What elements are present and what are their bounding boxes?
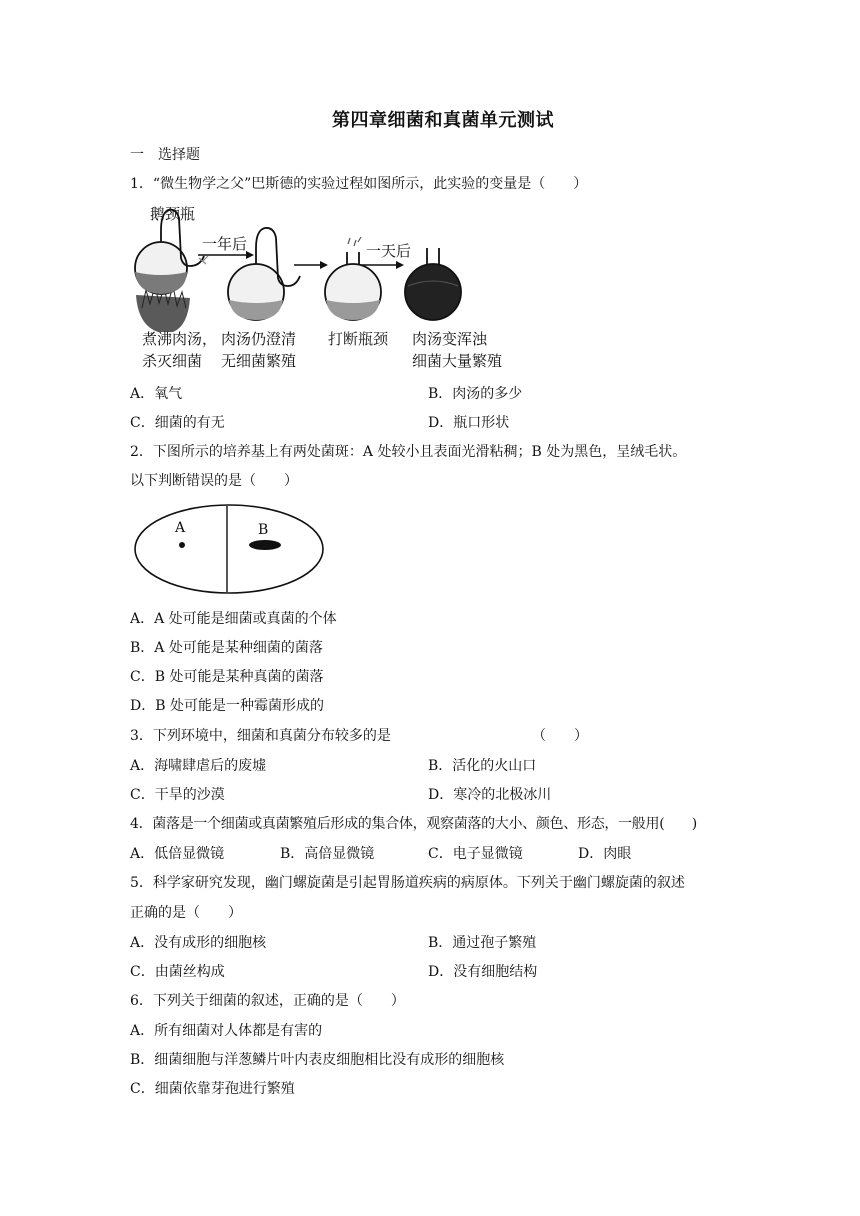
label-b: B [258, 522, 269, 538]
label-one-year: 一年后 [202, 235, 248, 253]
q3-answer-paren: （ ） [532, 728, 588, 744]
q4-option-c: C．电子显微镜 [428, 846, 523, 862]
q1-stem: 1．“微生物学之父”巴斯德的实验过程如图所示，此实验的变量是（ ） [130, 176, 588, 192]
q5-stem-line2: 正确的是（ ） [130, 905, 242, 921]
q2-figure-culture-plate [132, 502, 328, 598]
flask-boiling [135, 210, 208, 332]
caption-boil-line2: 杀灭细菌 [142, 352, 203, 370]
q2-option-d: D．B 处可能是一种霉菌形成的 [130, 698, 324, 714]
q2-stem-line2: 以下判断错误的是（ ） [130, 473, 298, 489]
q6-option-c: C．细菌依靠芽孢进行繁殖 [130, 1081, 295, 1097]
q3-option-d: D．寒冷的北极冰川 [428, 787, 552, 803]
caption-boil-line1: 煮沸肉汤， [142, 330, 218, 348]
label-a: A [175, 520, 186, 536]
q1-figure-pasteur-experiment [128, 200, 528, 375]
q3-option-c: C．干旱的沙漠 [130, 787, 225, 803]
section-heading: 一 选择题 [130, 147, 200, 163]
q3-option-b: B．活化的火山口 [428, 758, 537, 774]
q5-option-c: C．由菌丝构成 [130, 964, 225, 980]
q6-stem: 6．下列关于细菌的叙述，正确的是（ ） [130, 993, 405, 1009]
caption-clear-line1: 肉汤仍澄清 [221, 330, 297, 348]
q2-option-b: B．A 处可能是某种细菌的菌落 [130, 640, 323, 656]
caption-cut-neck: 打断瓶颈 [328, 330, 389, 348]
q4-option-b: B．高倍显微镜 [280, 846, 375, 862]
flask-turbid [405, 248, 461, 320]
culture-dish-diagram [132, 502, 328, 598]
caption-turbid-line1: 肉汤变浑浊 [412, 330, 488, 348]
q4-stem: 4．菌落是一个细菌或真菌繁殖后形成的集合体，观察菌落的大小、颜色、形态，一般用( ) [130, 816, 697, 832]
q5-option-d: D．没有细胞结构 [428, 964, 538, 980]
q6-option-a: A．所有细菌对人体都是有害的 [130, 1023, 323, 1039]
q1-option-c: C．细菌的有无 [130, 415, 225, 431]
label-gooseneck-flask: 鹅颈瓶 [150, 205, 196, 223]
q2-stem-line1: 2．下图所示的培养基上有两处菌斑：A 处较小且表面光滑粘稠；B 处为黑色，呈绒毛状。 [130, 444, 687, 460]
q5-option-a: A．没有成形的细胞核 [130, 935, 267, 951]
q6-option-b: B．细菌细胞与洋葱鳞片叶内表皮细胞相比没有成形的细胞核 [130, 1052, 505, 1068]
q1-option-a: A．氧气 [130, 386, 183, 402]
q4-option-a: A．低倍显微镜 [130, 846, 225, 862]
caption-clear-line2: 无细菌繁殖 [221, 352, 297, 370]
q5-option-b: B．通过孢子繁殖 [428, 935, 537, 951]
q2-option-c: C．B 处可能是某种真菌的菌落 [130, 669, 324, 685]
caption-turbid-line2: 细菌大量繁殖 [412, 352, 503, 370]
page-title: 第四章细菌和真菌单元测试 [332, 110, 554, 131]
colony-a [179, 542, 185, 548]
q4-option-d: D．肉眼 [578, 846, 632, 862]
q2-option-a: A．A 处可能是细菌或真菌的个体 [130, 611, 337, 627]
label-one-day: 一天后 [366, 242, 412, 260]
q3-option-a: A．海啸肆虐后的废墟 [130, 758, 267, 774]
q3-stem: 3．下列环境中，细菌和真菌分布较多的是 [130, 728, 391, 744]
q1-option-b: B．肉汤的多少 [428, 386, 523, 402]
q5-stem-line1: 5．科学家研究发现，幽门螺旋菌是引起胃肠道疾病的病原体。下列关于幽门螺旋菌的叙述 [130, 875, 685, 891]
colony-b [249, 540, 281, 550]
q1-option-d: D．瓶口形状 [428, 415, 510, 431]
arrow-cut-neck [294, 261, 328, 269]
